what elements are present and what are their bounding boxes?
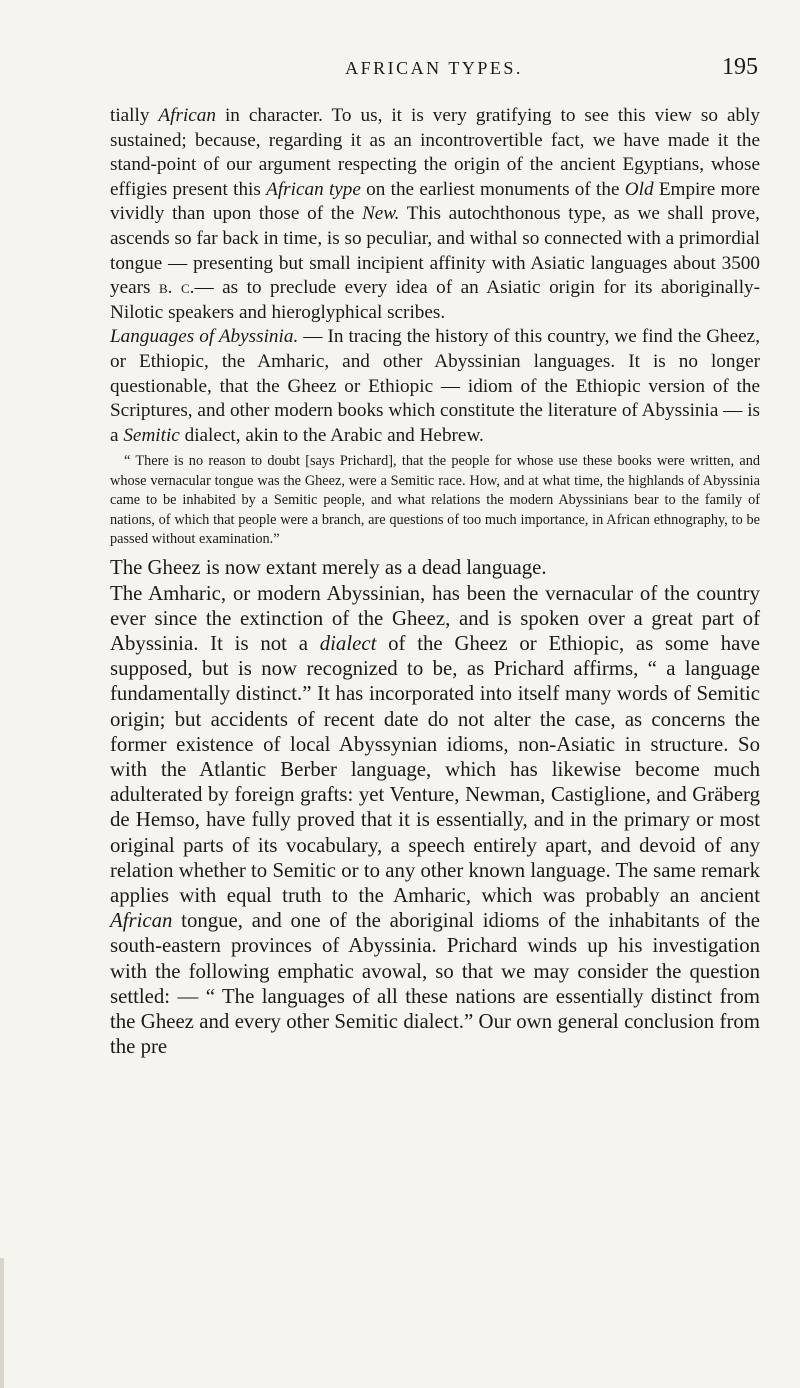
italic-text: African xyxy=(110,909,173,933)
text-run: The Amharic, or modern Abyssinian, has been the vernacular of the country ever since the extinction of the Gheez, and is spoken over a great part of Abyssinia. It is not a xyxy=(110,581,760,655)
italic-text: New. xyxy=(361,203,400,225)
text-run: tially xyxy=(110,105,159,126)
paragraph-languages-of-abyssinia xyxy=(110,325,760,448)
italic-text: African xyxy=(158,105,216,126)
small-caps-text: b. c. xyxy=(159,277,195,299)
text-run: — as to preclude every idea of an Asiatic origin for its aboriginally-Nilotic speakers and hieroglyphical scribes. xyxy=(110,277,761,323)
running-head: AFRICAN TYPES. xyxy=(345,58,523,78)
page-header xyxy=(110,54,758,88)
text-run: Empire more vividly than upon those of the xyxy=(110,178,760,225)
block-quote: “ There is no reason to doubt [says Prichard], that the people for whose use these books were written, and whose vernacular tongue was the Gheez, were a Semitic race. How, and at what time, the highlands of Abyssinia came to be inhabited by a Semitic people, and what relations the modern Abyssinians bear to the family of nations, of which that people were a branch, are questions of too much importance, in African ethnography, to be passed without examination.” xyxy=(110,453,760,547)
text-run: tongue, and one of the aboriginal idioms of the inhabitants of the south-eastern provinces of Abyssinia. Prichard winds up his investigation with the following emphatic avowal, so that we may consider the question settled: — “ The languages of all these nations are essentially distinct from the Gheez and every other Semitic dialect.” Our own general conclusion from the pre xyxy=(110,909,760,1059)
text-run: on the earliest monuments of the xyxy=(360,178,625,200)
italic-text: Semitic xyxy=(123,424,180,446)
italic-text: Old xyxy=(624,178,654,200)
page-number: 195 xyxy=(722,54,758,80)
section-heading-italic: Languages of Abyssinia. xyxy=(110,326,299,348)
page-body xyxy=(110,104,760,1059)
text-run: This autochthonous type, as we shall prove, ascends so far back in time, is so peculiar, and withal so connected with a primordial tongue — presenting but small incipient affinity with Asiatic languages about 3500 years xyxy=(110,203,760,299)
paragraph-amharic xyxy=(110,581,760,1060)
text-run: dialect, akin to the Arabic and Hebrew. xyxy=(179,424,484,446)
text-run: — In tracing the history of this country, we find the Gheez, or Ethiopic, the Amharic, and other Abyssinian languages. It is no longer questionable, that the Gheez or Ethiopic — idiom of the Ethiopic version of the Scriptures, and other modern books which constitute the literature of Abyssinia — is a xyxy=(110,326,760,446)
paragraph-continuation xyxy=(110,104,760,325)
text-run: of the Gheez or Ethiopic, as some have supposed, but is now recognized to be, as Prichard affirms, “ a language fundamentally distinct.” It has incorporated into itself many words of Semitic origin; but accidents of recent date do not alter the case, as concerns the former existence of local Abyssynian idioms, non-Asiatic in structure. So with the Atlantic Berber language, which has likewise become much adulterated by foreign grafts: yet Venture, Newman, Castiglione, and Gräberg de Hemso, have fully proved that it is essentially, and in the primary or most original parts of its vocabulary, a speech entirely apart, and devoid of any relation whether to Semitic or to any other known language. The same remark applies with equal truth to the Amharic, which was probably an ancient xyxy=(110,631,761,907)
paragraph-gheez-dead: The Gheez is now extant merely as a dead language. xyxy=(110,556,547,580)
text-run: in character. To us, it is very gratifying to see this view so ably sustained; because, regarding it as an incontrovertible fact, we have made it the stand-point of our argument respecting the origin of the ancient Egyptians, whose effigies present this xyxy=(110,105,760,200)
page-edge-shadow xyxy=(0,1258,4,1388)
italic-text: African type xyxy=(266,178,361,200)
italic-text: dialect xyxy=(319,631,377,655)
